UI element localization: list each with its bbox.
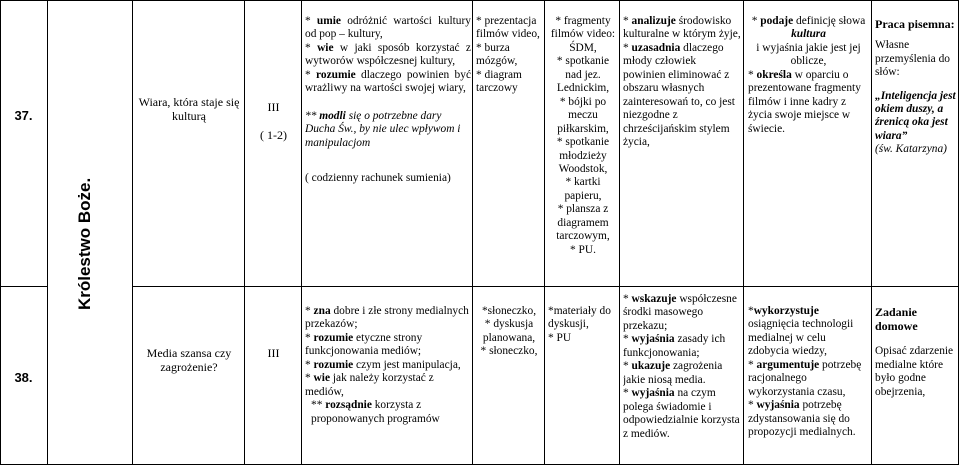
skill-2: * uzasadnia dlaczego młody człowiek powinien eliminować z obszaru własnych zainteresowań to, co jest niezgodne z chrześcijańskim stylem życia, <box>623 41 735 149</box>
skills-cell <box>623 293 741 441</box>
aim-4: ** modli się o potrzebne dary Ducha Św., by nie ulec wpływom i manipulacjom <box>305 109 461 149</box>
outcome-2: i wyjaśnia jakie jest jej oblicze, <box>756 41 861 68</box>
lesson-topic: Media szansa czy zagrożenie? <box>146 346 232 375</box>
materials-cell: *materiały do dyskusji, * PU <box>548 305 611 344</box>
skill-1: * analizuje środowisko kulturalne w którym żyje, <box>623 15 741 41</box>
hours-value: III <box>267 100 280 114</box>
homework-cell <box>875 305 957 399</box>
aims-cell <box>305 15 471 186</box>
aim-1: * umie odróżnić wartości kultury od pop – kultury, <box>305 15 471 41</box>
aim-1: * zna dobre i złe strony medialnych przekazów; <box>305 305 469 331</box>
skills-cell <box>623 15 741 150</box>
outcome-1: *wykorzystuje osiągnięcia technologii medialnej w celu zdobycia wiedzy, <box>748 305 854 358</box>
outcome-2: * argumentuje potrzebę racjonalnego wykorzystania czasu, <box>748 358 862 398</box>
skill-1: * wskazuje współczesne środki masowego przekazu; <box>623 293 737 332</box>
hours-cell <box>246 100 301 142</box>
homework-text: Własne przemyślenia do słów: <box>875 39 950 79</box>
hours-sub: ( 1-2) <box>260 128 287 143</box>
homework-text: Opisać zdarzenie medialne które było godne obejrzenia, <box>875 345 954 398</box>
methods-cell: * prezentacja filmów video, * burza mózgów, * diagram tarczowy <box>476 15 540 95</box>
outcome-3: * wyjaśnia potrzebę zdystansowania się do propozycji medialnych. <box>748 399 856 439</box>
aim-2: * rozumie etyczne strony funkcjonowania mediów; <box>305 331 423 358</box>
aim-note: ( codzienny rachunek sumienia) <box>305 172 451 185</box>
homework-cell <box>875 17 957 157</box>
outcome-keyword: kultura <box>791 28 826 41</box>
skill-2: * wyjaśnia zasady ich funkcjonowania; <box>623 333 726 359</box>
methods-cell: *słoneczko, * dyskusja planowana, * słoneczko, <box>480 305 538 358</box>
outcomes-cell <box>748 305 869 440</box>
outcome-1: * podaje definicję słowa <box>751 15 866 27</box>
aim-3: * rozumie dlaczego powinien być wrażliwy na wartości swojej wiary, <box>305 68 471 95</box>
aim-5: ** rozsądnie korzysta z proponowanych programów <box>311 399 440 425</box>
outcomes-cell <box>748 15 869 136</box>
skill-4: * wyjaśnia na czym polega świadomie i odpowiedzialnie korzysta z mediów. <box>623 387 740 440</box>
lesson-number: 37. <box>14 108 33 123</box>
homework-title: Zadanie domowe <box>875 305 918 334</box>
aim-3: * rozumie czym jest manipulacja, <box>305 358 461 371</box>
lesson-number: 38. <box>14 370 33 385</box>
aim-4: * wie jak należy korzystać z mediów, <box>305 372 434 398</box>
homework-author: (św. Katarzyna) <box>875 143 947 156</box>
homework-title: Praca pisemna: <box>875 17 955 31</box>
lesson-topic: Wiara, która staje się kulturą <box>138 95 240 124</box>
materials-cell: * fragmenty filmów video: ŚDM, * spotkanie nad jez. Lednickim, * bójki po meczu piłkarskim, * spotkanie młodzieży Woodstok, * kartki papieru, * plansza z diagramem tarczowym, * PU. <box>550 15 616 256</box>
skill-3: * ukazuje zagrożenia jakie niosą media. <box>623 360 723 386</box>
outcome-3: * określa w oparciu o prezentowane fragmenty filmów i inne kadry z życia swoje miejsce w świecie. <box>748 68 861 135</box>
homework-quote: „Inteligencja jest okiem duszy, a źrenicą oka jest wiara” <box>875 89 956 142</box>
section-label: Królestwo Boże. <box>74 177 94 311</box>
aim-2: * wie w jaki sposób korzystać z wytworów współczesnej kultury, <box>305 41 471 68</box>
hours-value: III <box>267 346 280 360</box>
aims-cell <box>305 305 471 426</box>
